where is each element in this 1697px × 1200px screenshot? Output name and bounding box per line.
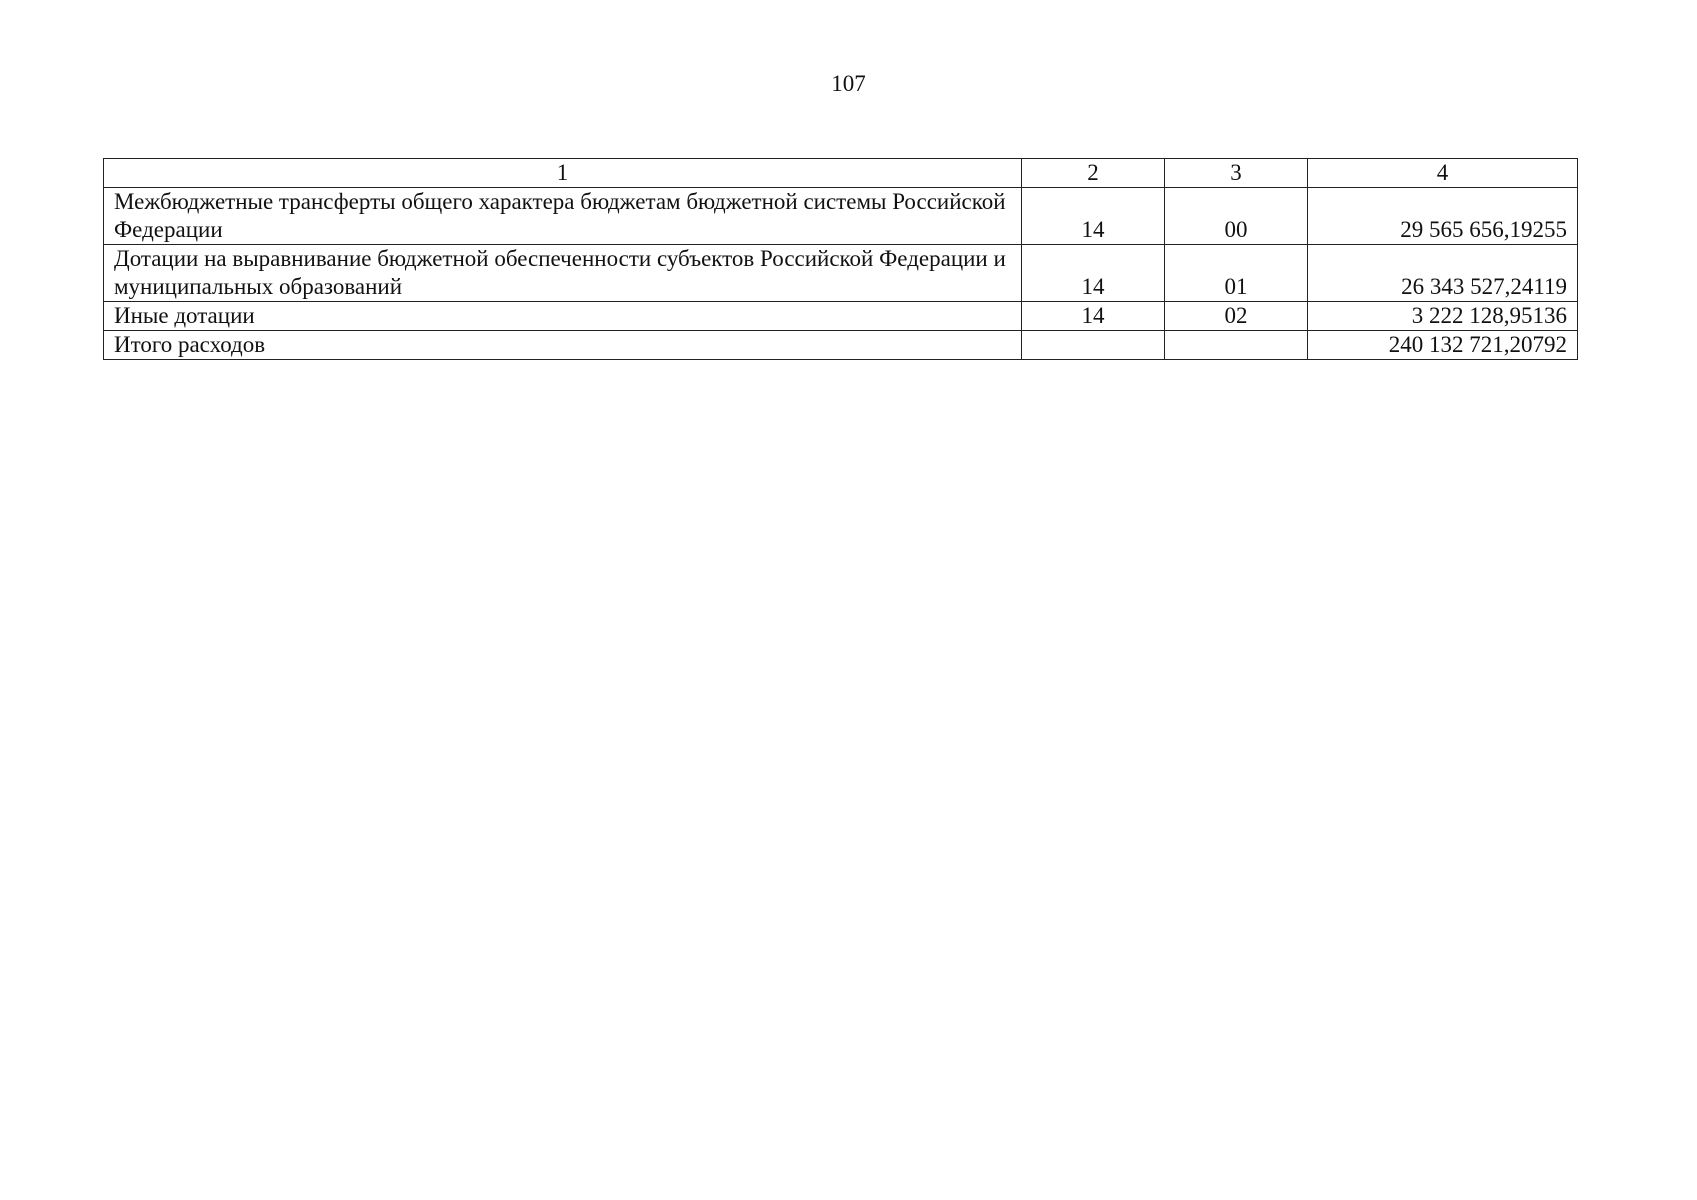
table-row xyxy=(104,188,1578,245)
row-name: Иные дотации xyxy=(104,302,1022,331)
row-amount: 29 565 656,19255 xyxy=(1308,188,1578,245)
page-number: 107 xyxy=(831,71,866,96)
row-amount: 26 343 527,24119 xyxy=(1308,245,1578,302)
row-name: Дотации на выравнивание бюджетной обеспеченности субъектов Российской Федерации и муниципальных образований xyxy=(104,245,1022,302)
table-header-row xyxy=(104,159,1578,188)
row-subsection-code: 02 xyxy=(1165,302,1308,331)
table-row xyxy=(104,245,1578,302)
row-section-code: 14 xyxy=(1022,302,1165,331)
row-amount: 3 222 128,95136 xyxy=(1308,302,1578,331)
total-label: Итого расходов xyxy=(104,331,1022,360)
row-subsection-code xyxy=(1165,331,1308,360)
row-subsection-code: 00 xyxy=(1165,188,1308,245)
column-number-4: 4 xyxy=(1308,159,1578,188)
row-section-code: 14 xyxy=(1022,245,1165,302)
column-number-1: 1 xyxy=(104,159,1022,188)
column-number-2: 2 xyxy=(1022,159,1165,188)
column-number-3: 3 xyxy=(1165,159,1308,188)
total-amount: 240 132 721,20792 xyxy=(1308,331,1578,360)
table-total-row xyxy=(104,331,1578,360)
row-subsection-code: 01 xyxy=(1165,245,1308,302)
row-section-code xyxy=(1022,331,1165,360)
budget-table xyxy=(103,158,1578,360)
table-row xyxy=(104,302,1578,331)
row-name: Межбюджетные трансферты общего характера бюджетам бюджетной системы Российской Федерации xyxy=(104,188,1022,245)
row-section-code: 14 xyxy=(1022,188,1165,245)
